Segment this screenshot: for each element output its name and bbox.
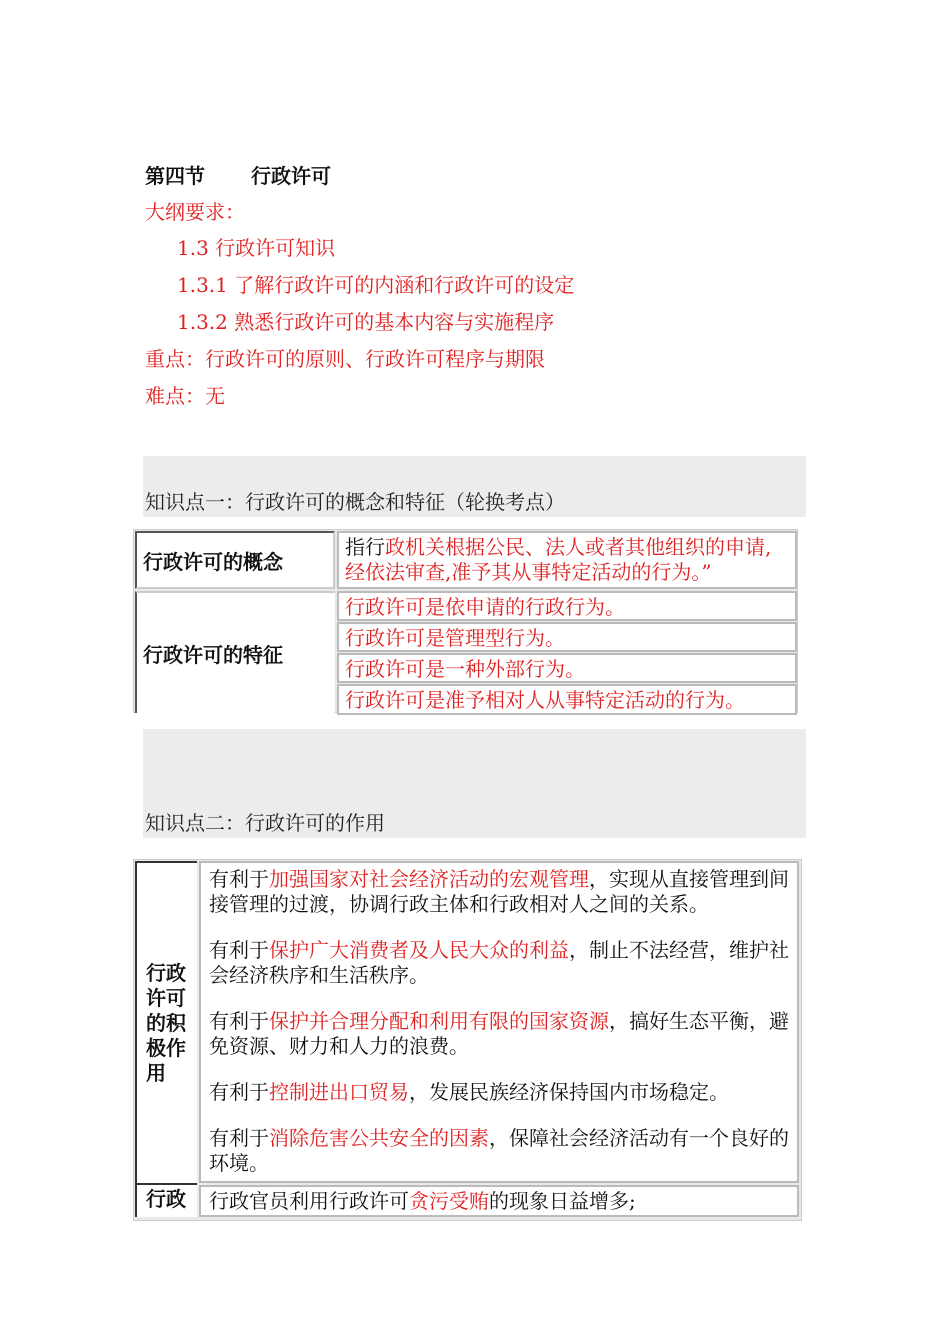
positive-label: 行政许可的积极作用 <box>135 861 197 1185</box>
outline-heading: 大纲要求： <box>145 200 245 224</box>
concept-table <box>133 529 798 713</box>
feature-cell: 行政许可是准予相对人从事特定活动的行为。 <box>337 684 797 715</box>
concept-prefix: 指行 <box>345 535 385 559</box>
section-name: 行政许可 <box>251 164 331 188</box>
feature-cell: 行政许可是依申请的行政行为。 <box>337 591 797 621</box>
negative-cell: 行政官员利用行政许可贪污受贿的现象日益增多; <box>199 1185 799 1217</box>
feature-cell: 行政许可是管理型行为。 <box>337 622 797 652</box>
section-title <box>145 160 331 189</box>
positive-item: 有利于消除危害公共安全的因素，保障社会经济活动有一个良好的环境。 <box>209 1126 789 1175</box>
feature-cell: 行政许可是一种外部行为。 <box>337 653 797 683</box>
key-points: 重点：行政许可的原则、行政许可程序与期限 <box>145 347 545 371</box>
knowledge2-label: 知识点二：行政许可的作用 <box>145 811 385 835</box>
concept-label: 行政许可的概念 <box>135 531 335 589</box>
knowledge1-band <box>143 456 806 517</box>
knowledge2-band <box>143 729 806 838</box>
difficulties: 难点：无 <box>145 384 225 408</box>
positive-item: 有利于保护并合理分配和利用有限的国家资源，搞好生态平衡，避免资源、财力和人力的浪费。 <box>209 1009 789 1058</box>
section-number: 第四节 <box>145 164 205 188</box>
features-label: 行政许可的特征 <box>135 591 335 713</box>
outline-item: 1.3.1 了解行政许可的内涵和行政许可的设定 <box>177 273 575 297</box>
positive-item: 有利于控制进出口贸易，发展民族经济保持国内市场稳定。 <box>209 1080 729 1104</box>
positive-item: 有利于加强国家对社会经济活动的宏观管理，实现从直接管理到间接管理的过渡，协调行政主体和行政相对人之间的关系。 <box>209 867 789 916</box>
outline-item: 1.3 行政许可知识 <box>177 236 336 260</box>
positive-cell <box>199 861 799 1183</box>
negative-label: 行政 <box>135 1185 197 1217</box>
function-table <box>133 859 802 1221</box>
concept-cell <box>337 531 797 589</box>
positive-item: 有利于保护广大消费者及人民大众的利益，制止不法经营，维护社会经济秩序和生活秩序。 <box>209 938 789 987</box>
outline-item: 1.3.2 熟悉行政许可的基本内容与实施程序 <box>177 310 555 334</box>
knowledge1-label: 知识点一：行政许可的概念和特征（轮换考点） <box>145 490 565 514</box>
concept-text: 政机关根据公民、法人或者其他组织的申请,经依法审查,准予其从事特定活动的行为。” <box>345 535 772 584</box>
